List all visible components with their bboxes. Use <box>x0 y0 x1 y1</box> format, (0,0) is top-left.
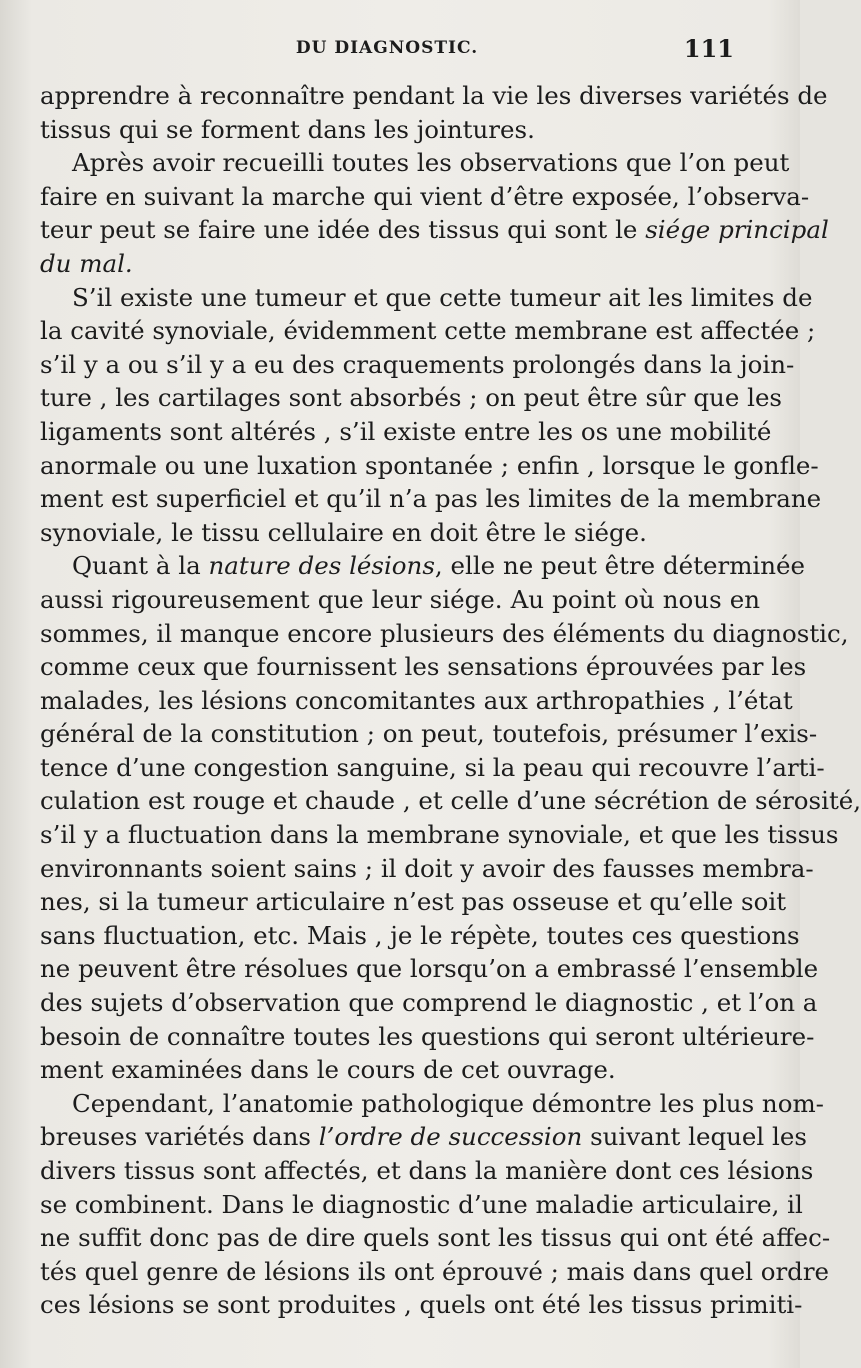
text-segment: environnants soient sains ; il doit y avoir des fausses membra- <box>40 853 814 883</box>
text-segment: ces lésions se sont produites , quels ont été les tissus primiti- <box>40 1290 803 1320</box>
text-line <box>40 415 772 449</box>
text-line <box>40 852 814 886</box>
text-line <box>40 1053 760 1087</box>
page-header <box>40 34 734 66</box>
text-line <box>40 348 795 382</box>
running-title: DU DIAGNOSTIC. <box>295 38 479 58</box>
text-line <box>40 583 760 617</box>
text-line <box>40 281 813 315</box>
paragraph <box>40 79 828 146</box>
text-segment: malades, les lésions concomitantes aux arthropathies , l’état <box>40 685 793 715</box>
text-line <box>40 818 839 852</box>
body-text <box>40 79 861 1322</box>
paragraph <box>40 146 829 280</box>
text-line <box>40 79 828 113</box>
text-segment: apprendre à reconnaître pendant la vie les diverses variétés de <box>40 81 828 110</box>
text-segment: suivant lequel les <box>582 1122 807 1152</box>
text-segment: sommes, il manque encore plusieurs des éléments du diagnostic, <box>40 618 849 648</box>
text-line <box>40 1255 830 1289</box>
text-line <box>40 684 793 718</box>
text-segment: ment est superficiel et qu’il n’a pas les limites de la membrane <box>40 484 822 514</box>
text-segment: anormale ou une luxation spontanée ; enfin , lorsque le gonfle- <box>40 450 819 480</box>
text-line <box>40 180 810 214</box>
text-segment: Cependant, l’anatomie pathologique démontre les plus nom- <box>72 1088 824 1118</box>
text-segment: breuses variétés dans <box>40 1122 319 1152</box>
text-segment: divers tissus sont affectés, et dans la manière dont ces lésions <box>40 1156 814 1185</box>
text-segment: besoin de connaître toutes les questions qui seront ultérieure- <box>40 1021 815 1051</box>
text-line <box>40 717 818 751</box>
text-line <box>40 314 816 348</box>
text-line <box>40 1288 803 1322</box>
text-line <box>40 617 849 651</box>
text-segment: comme ceux que fournissent les sensations éprouvées par les <box>40 652 807 682</box>
paragraph <box>40 1087 831 1322</box>
text-line <box>40 1087 824 1121</box>
text-segment: , elle ne peut être déterminée <box>434 551 806 581</box>
text-segment: ne suffit donc pas de dire quels sont les tissus qui ont été affec- <box>40 1223 831 1253</box>
text-segment: ment examinées dans le cours de cet ouvrage. <box>40 1055 616 1085</box>
text-line <box>40 449 819 483</box>
italic-phrase: nature des lésions <box>208 551 435 581</box>
text-line <box>40 885 787 919</box>
text-segment: aussi rigoureusement que leur siége. Au point où nous en <box>40 584 760 614</box>
text-segment: faire en suivant la marche qui vient d’être exposée, l’observa- <box>40 181 810 211</box>
text-segment: ne peuvent être résolues que lorsqu’on a embrassé l’ensemble <box>40 954 819 984</box>
text-line <box>40 113 760 147</box>
text-segment: S’il existe une tumeur et que cette tumeur ait les limites de <box>72 282 813 312</box>
text-line <box>40 650 807 684</box>
italic-phrase: l’ordre de succession <box>318 1122 583 1152</box>
text-segment: ligaments sont altérés , s’il existe entre les os une mobilité <box>40 416 772 446</box>
text-segment: tissus qui se forment dans les jointures. <box>40 114 535 144</box>
text-line <box>40 784 861 818</box>
text-line <box>40 1154 814 1188</box>
text-segment: Après avoir recueilli toutes les observations que l’on peut <box>72 148 790 178</box>
text-line <box>40 1120 807 1154</box>
paragraph <box>40 281 822 550</box>
text-segment: teur peut se faire une idée des tissus qui sont le <box>40 215 646 245</box>
text-line <box>40 516 760 550</box>
text-segment: tés quel genre de lésions ils ont éprouvé ; mais dans quel ordre <box>40 1256 830 1286</box>
text-segment: ture , les cartilages sont absorbés ; on peut être sûr que les <box>40 383 783 413</box>
text-line <box>40 381 783 415</box>
text-line <box>40 919 800 953</box>
text-line <box>40 1221 831 1255</box>
text-line <box>40 751 825 785</box>
text-segment: tence d’une congestion sanguine, si la peau qui recouvre l’arti- <box>40 752 825 782</box>
text-segment: s’il y a fluctuation dans la membrane synoviale, et que les tissus <box>40 820 839 850</box>
text-line <box>40 213 829 247</box>
text-line <box>40 986 818 1020</box>
text-line <box>40 1020 815 1054</box>
text-segment: sans fluctuation, etc. Mais , je le répète, toutes ces questions <box>40 920 800 950</box>
text-segment: nes, si la tumeur articulaire n’est pas osseuse et qu’elle soit <box>40 887 787 917</box>
text-line <box>40 1188 803 1222</box>
text-segment: général de la constitution ; on peut, toutefois, présumer l’exis- <box>40 719 818 749</box>
paragraph <box>40 549 861 1087</box>
text-segment: s’il y a ou s’il y a eu des craquements prolongés dans la join- <box>40 349 795 379</box>
text-line <box>40 482 822 516</box>
text-segment: synoviale, le tissu cellulaire en doit être le siége. <box>40 517 647 547</box>
page-number: 111 <box>683 34 734 63</box>
text-segment: des sujets d’observation que comprend le diagnostic , et l’on a <box>40 988 818 1018</box>
text-line <box>40 146 790 180</box>
italic-phrase: siége principal <box>645 215 829 245</box>
text-line <box>40 549 806 583</box>
text-line <box>40 247 760 281</box>
text-segment: la cavité synoviale, évidemment cette membrane est affectée ; <box>40 316 816 346</box>
text-line <box>40 952 819 986</box>
text-segment: culation est rouge et chaude , et celle d’une sécrétion de sérosité, <box>40 786 861 816</box>
text-segment: se combinent. Dans le diagnostic d’une maladie articulaire, il <box>40 1189 803 1219</box>
text-segment: Quant à la <box>72 551 209 581</box>
italic-phrase: du mal. <box>40 248 133 278</box>
